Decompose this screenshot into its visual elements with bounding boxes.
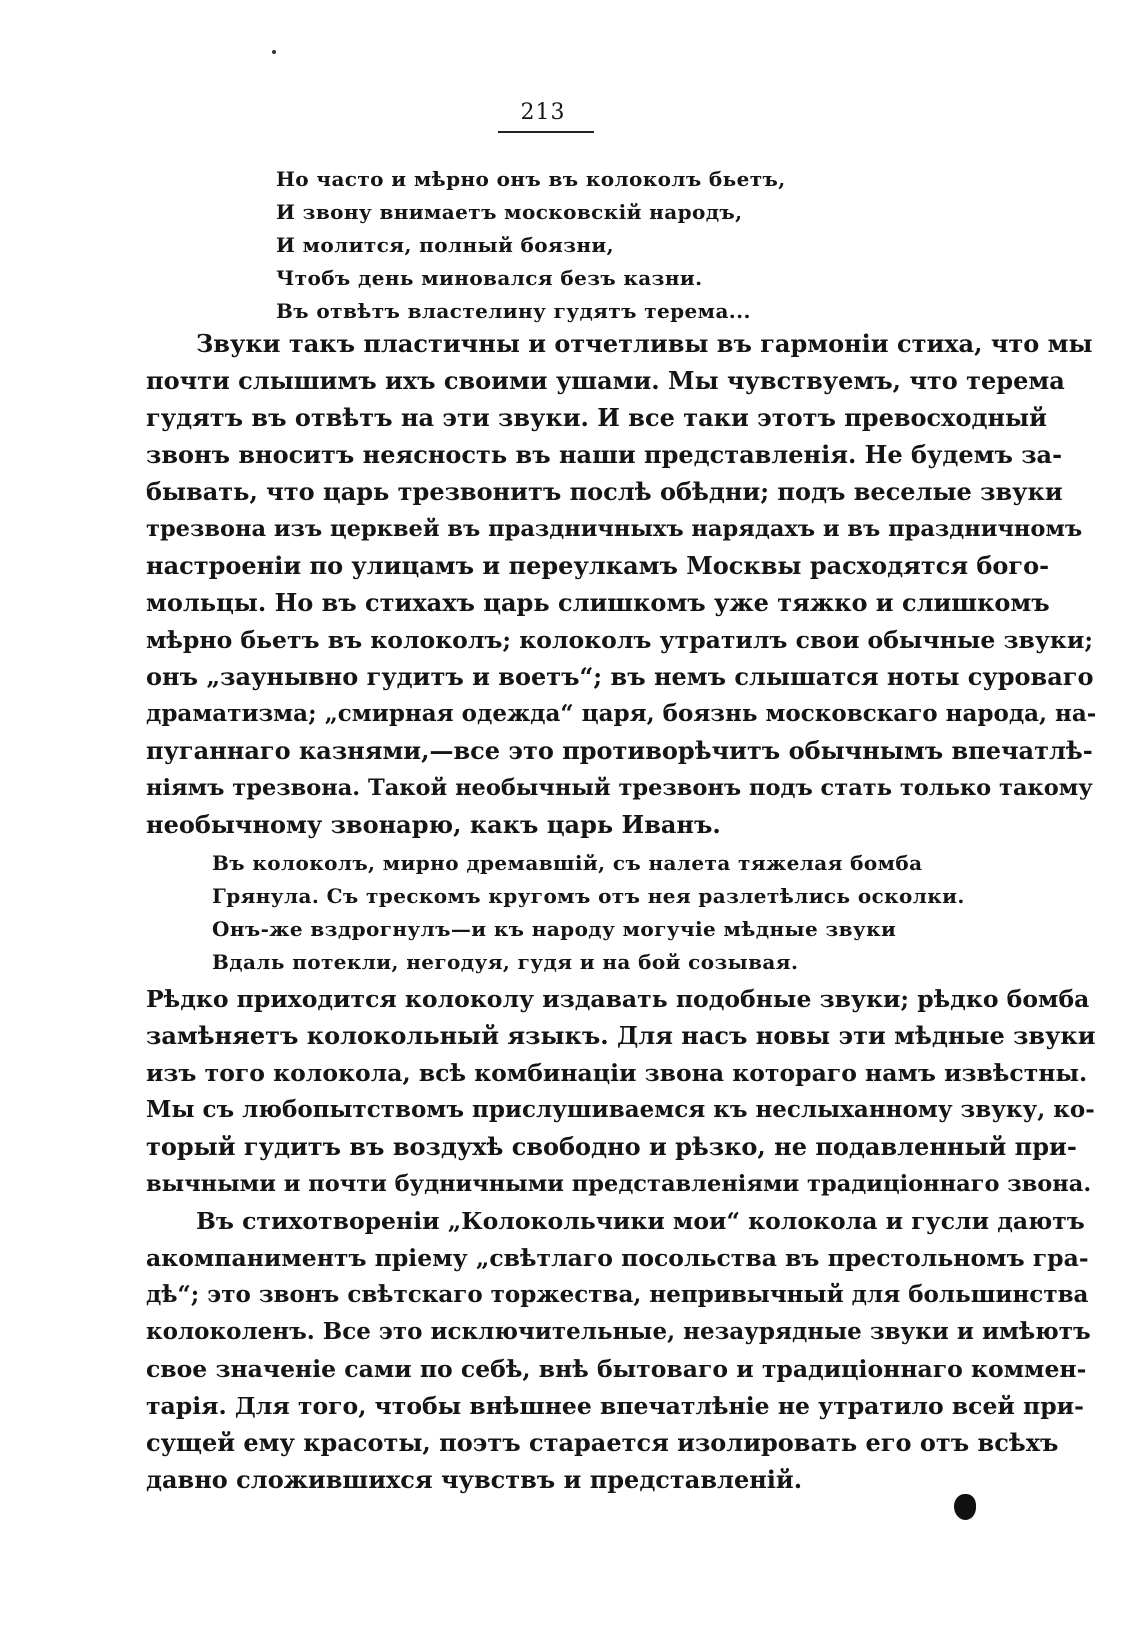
verse-line: Онъ-же вздрогнулъ—и къ народу могучіе мѣдные звуки — [212, 917, 897, 941]
text-line: колоколенъ. Все это исключительные, незаурядные звуки и имѣютъ — [146, 1318, 1091, 1345]
text-line: Звуки такъ пластичны и отчетливы въ гармоніи стиха, что мы — [196, 329, 1093, 358]
verse-line: Чтобъ день миновался безъ казни. — [276, 266, 703, 290]
verse-line: Въ колоколъ, мирно дремавшій, съ налета тяжелая бомба — [212, 851, 923, 875]
verse-line: Но часто и мѣрно онъ въ колоколъ бьетъ, — [276, 167, 786, 191]
text-line: трезвона изъ церквей въ праздничныхъ нарядахъ и въ праздничномъ — [146, 516, 1083, 542]
text-line: акомпаниментъ пріему „свѣтлаго посольства въ престольномъ гра- — [146, 1244, 1089, 1272]
text-line: тарія. Для того, чтобы внѣшнее впечатлѣніе не утратило всей при- — [146, 1392, 1084, 1420]
text-line: торый гудитъ въ воздухѣ свободно и рѣзко, не подавленный при- — [146, 1132, 1077, 1161]
text-line: дѣ“; это звонъ свѣтскаго торжества, непривычный для большинства — [146, 1281, 1089, 1308]
text-line: настроеніи по улицамъ и переулкамъ Москвы расходятся бого- — [146, 551, 1050, 580]
text-line: мольцы. Но въ стихахъ царь слишкомъ уже тяжко и слишкомъ — [146, 588, 1050, 617]
text-line: сущей ему красоты, поэтъ старается изолировать его отъ всѣхъ — [146, 1428, 1059, 1457]
text-line: изъ того колокола, всѣ комбинаціи звона котораго намъ извѣстны. — [146, 1059, 1088, 1087]
text-line: Рѣдко приходится колоколу издавать подобные звуки; рѣдко бомба — [146, 985, 1090, 1013]
text-line: драматизма; „смирная одежда“ царя, боязнь московскаго народа, на- — [146, 700, 1097, 727]
text-line: Въ стихотвореніи „Колокольчики мои“ колокола и гусли даютъ — [196, 1207, 1085, 1235]
text-line: ніямъ трезвона. Такой необычный трезвонъ подъ стать только такому — [146, 775, 1093, 801]
verse-line: Вдаль потекли, негодуя, гудя и на бой созывая. — [212, 950, 799, 974]
text-line: бывать, что царь трезвонитъ послѣ обѣдни; подъ веселые звуки — [146, 477, 1063, 506]
verse-line: И молится, полный боязни, — [276, 233, 614, 257]
text-line: свое значеніе сами по себѣ, внѣ бытоваго и традиціоннаго коммен- — [146, 1355, 1087, 1383]
text-line: гудятъ въ отвѣтъ на эти звуки. И все таки этотъ превосходный — [146, 403, 1047, 432]
page-number-rule — [498, 131, 594, 133]
verse-line: Въ отвѣтъ властелину гудятъ терема... — [276, 299, 751, 323]
page-number: 213 — [520, 100, 566, 125]
text-line: звонъ вноситъ неясность въ наши представленія. Не будемъ за- — [146, 440, 1063, 469]
text-line: мѣрно бьетъ въ колоколъ; колоколъ утратилъ свои обычные звуки; — [146, 626, 1093, 654]
ink-blot — [954, 1494, 976, 1520]
text-line: пуганнаго казнями,—все это противорѣчитъ обычнымъ впечатлѣ- — [146, 736, 1093, 765]
paper-speck — [272, 50, 276, 54]
text-line: почти слышимъ ихъ своими ушами. Мы чувствуемъ, что терема — [146, 366, 1065, 395]
verse-line: И звону внимаетъ московскій народъ, — [276, 200, 743, 224]
verse-line: Грянула. Съ трескомъ кругомъ отъ нея разлетѣлись осколки. — [212, 884, 965, 908]
text-line: вычными и почти будничными представленіями традиціоннаго звона. — [146, 1171, 1092, 1197]
text-line: онъ „заунывно гудитъ и воетъ“; въ немъ слышатся ноты суроваго — [146, 662, 1094, 691]
text-line: замѣняетъ колокольный языкъ. Для насъ новы эти мѣдные звуки — [146, 1021, 1096, 1050]
text-line: необычному звонарю, какъ царь Иванъ. — [146, 810, 721, 839]
text-line: давно сложившихся чувствъ и представленій. — [146, 1465, 803, 1494]
text-line: Мы съ любопытствомъ прислушиваемся къ неслыханному звуку, ко- — [146, 1096, 1095, 1123]
